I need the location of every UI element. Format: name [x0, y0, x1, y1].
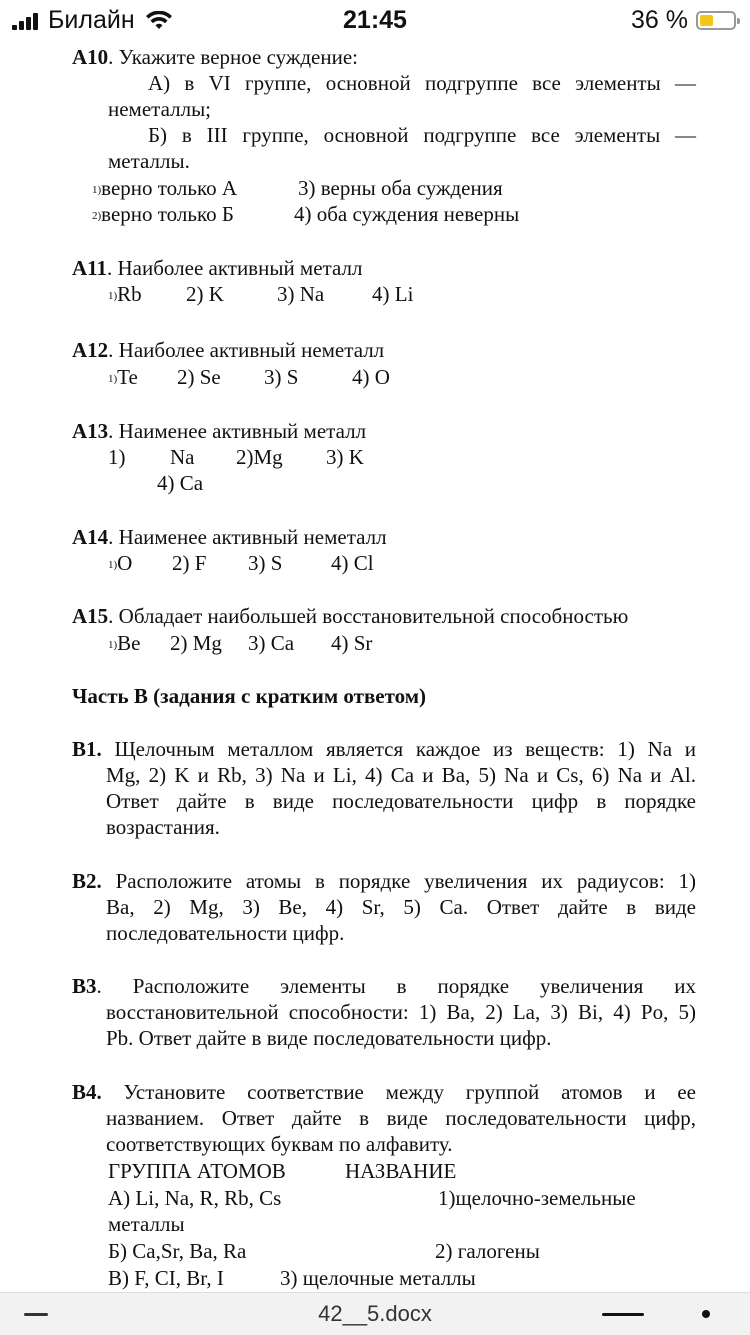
- question-number: А10: [72, 45, 109, 69]
- matching-right-item: 1)щелочно-земельные: [438, 1186, 636, 1210]
- bottom-bar: [0, 1292, 750, 1335]
- answer-option: 4) Li: [372, 282, 414, 306]
- page-scroll-indicator[interactable]: [602, 1313, 644, 1316]
- answer-option: 1)Te: [108, 365, 138, 389]
- answer-option: 2) Se: [177, 365, 221, 389]
- question-number: В4.: [72, 1080, 102, 1104]
- matching-left-item: А) Li, Na, R, Rb, Cs: [108, 1186, 282, 1210]
- answer-option: 4) Ca: [157, 471, 204, 495]
- question-number: А15: [72, 604, 109, 628]
- question-a10: [72, 44, 358, 70]
- statement-b-line1: Б) в III группе, основной подгруппе все элементы —: [148, 123, 696, 147]
- answer-option-number: 1): [108, 445, 126, 469]
- battery-percent: 36 %: [631, 6, 688, 34]
- question-text: . Наиболее активный металл: [107, 256, 363, 280]
- question-b3: В3. Расположите элементы в порядке увеличения их: [72, 974, 696, 998]
- carrier-name: Билайн: [48, 6, 135, 34]
- question-number: А12: [72, 338, 109, 362]
- answer-option: 1)O: [108, 551, 133, 575]
- question-text-line: Ответ дайте в виде последовательности цифр в порядке: [106, 789, 696, 813]
- question-number: В1.: [72, 737, 102, 761]
- question-a12: [72, 337, 384, 363]
- question-a11: [72, 255, 362, 281]
- answer-option: 3) S: [248, 551, 283, 575]
- question-text-line: возрастания.: [106, 815, 220, 839]
- matching-right-item: 2) галогены: [435, 1239, 540, 1263]
- answer-option: 2)верно только Б: [92, 202, 234, 226]
- question-a14: [72, 524, 387, 550]
- document-filename[interactable]: 42__5.docx: [318, 1301, 432, 1326]
- answer-option: 3) K: [326, 445, 364, 469]
- answer-option: 4) оба суждения неверны: [294, 202, 520, 226]
- question-text: . Наименее активный неметалл: [108, 525, 387, 549]
- question-a15: [72, 603, 628, 629]
- status-right: [631, 6, 736, 35]
- statement-b-line2: металлы.: [108, 149, 190, 173]
- question-text-line: соответствующих буквам по алфавиту.: [106, 1132, 453, 1156]
- answer-option: 2) K: [186, 282, 224, 306]
- answer-option: 3) S: [264, 365, 299, 389]
- question-text-line: Pb. Ответ дайте в виде последовательности цифр.: [106, 1026, 552, 1050]
- status-bar: [0, 0, 750, 40]
- answer-option: 2) F: [172, 551, 207, 575]
- question-text-line: последовательности цифр.: [106, 921, 345, 945]
- question-text: . Наиболее активный неметалл: [108, 338, 385, 362]
- answer-option: 4) Sr: [331, 631, 373, 655]
- question-text-line: Mg, 2) K и Rb, 3) Na и Li, 4) Ca и Ba, 5) Na и Cs, 6) Na и Al.: [106, 763, 696, 787]
- statement-a-line1: А) в VI группе, основной подгруппе все элементы —: [148, 71, 696, 95]
- question-text-line: названием. Ответ дайте в виде последовательности цифр,: [106, 1106, 696, 1130]
- matching-left-item: Б) Ca,Sr, Ba, Ra: [108, 1239, 247, 1263]
- clock: 21:45: [343, 6, 407, 34]
- question-number: А11: [72, 256, 108, 280]
- question-text: . Обладает наибольшей восстановительной способностью: [108, 604, 629, 628]
- matching-right-item: 3) щелочные металлы: [280, 1266, 476, 1290]
- answer-option: 4) Cl: [331, 551, 374, 575]
- column-header: НАЗВАНИЕ: [345, 1159, 457, 1183]
- statement-a-line2: неметаллы;: [108, 97, 212, 121]
- question-number: В3: [72, 974, 97, 998]
- question-text: . Укажите верное суждение:: [108, 45, 358, 69]
- answer-option: 2)Mg: [236, 445, 283, 469]
- answer-option: 4) O: [352, 365, 390, 389]
- question-b4: В4. Установите соответствие между группой атомов и ее: [72, 1080, 696, 1104]
- answer-option: Na: [170, 445, 195, 469]
- question-text-line: Ba, 2) Mg, 3) Be, 4) Sr, 5) Ca. Ответ дайте в виде: [106, 895, 696, 919]
- question-b2: В2. Расположите атомы в порядке увеличения их радиусов: 1): [72, 869, 697, 893]
- column-header: ГРУППА АТОМОВ: [108, 1159, 286, 1183]
- answer-option: 1)Be: [108, 631, 141, 655]
- question-b1: В1. Щелочным металлом является каждое из веществ: 1) Na и: [72, 737, 697, 761]
- answer-option: 3) Ca: [248, 631, 295, 655]
- battery-icon: [696, 11, 736, 30]
- question-text: . Наименее активный металл: [108, 419, 367, 443]
- matching-right-item-cont: металлы: [108, 1212, 185, 1236]
- question-a13: [72, 418, 366, 444]
- section-heading: Часть В (задания с кратким ответом): [72, 684, 427, 708]
- matching-left-item: В) F, CI, Br, I: [108, 1266, 224, 1290]
- question-text-line: восстановительной способности: 1) Ba, 2) La, 3) Bi, 4) Po, 5): [106, 1000, 696, 1024]
- question-number: А13: [72, 419, 109, 443]
- question-number: А14: [72, 525, 109, 549]
- answer-option: 1)Rb: [108, 282, 142, 306]
- page-dot-icon[interactable]: [702, 1310, 710, 1318]
- question-number: В2.: [72, 869, 102, 893]
- answer-option: 3) Na: [277, 282, 325, 306]
- answer-option: 1)верно только А: [92, 176, 238, 200]
- answer-option: 3) верны оба суждения: [298, 176, 503, 200]
- answer-option: 2) Mg: [170, 631, 222, 655]
